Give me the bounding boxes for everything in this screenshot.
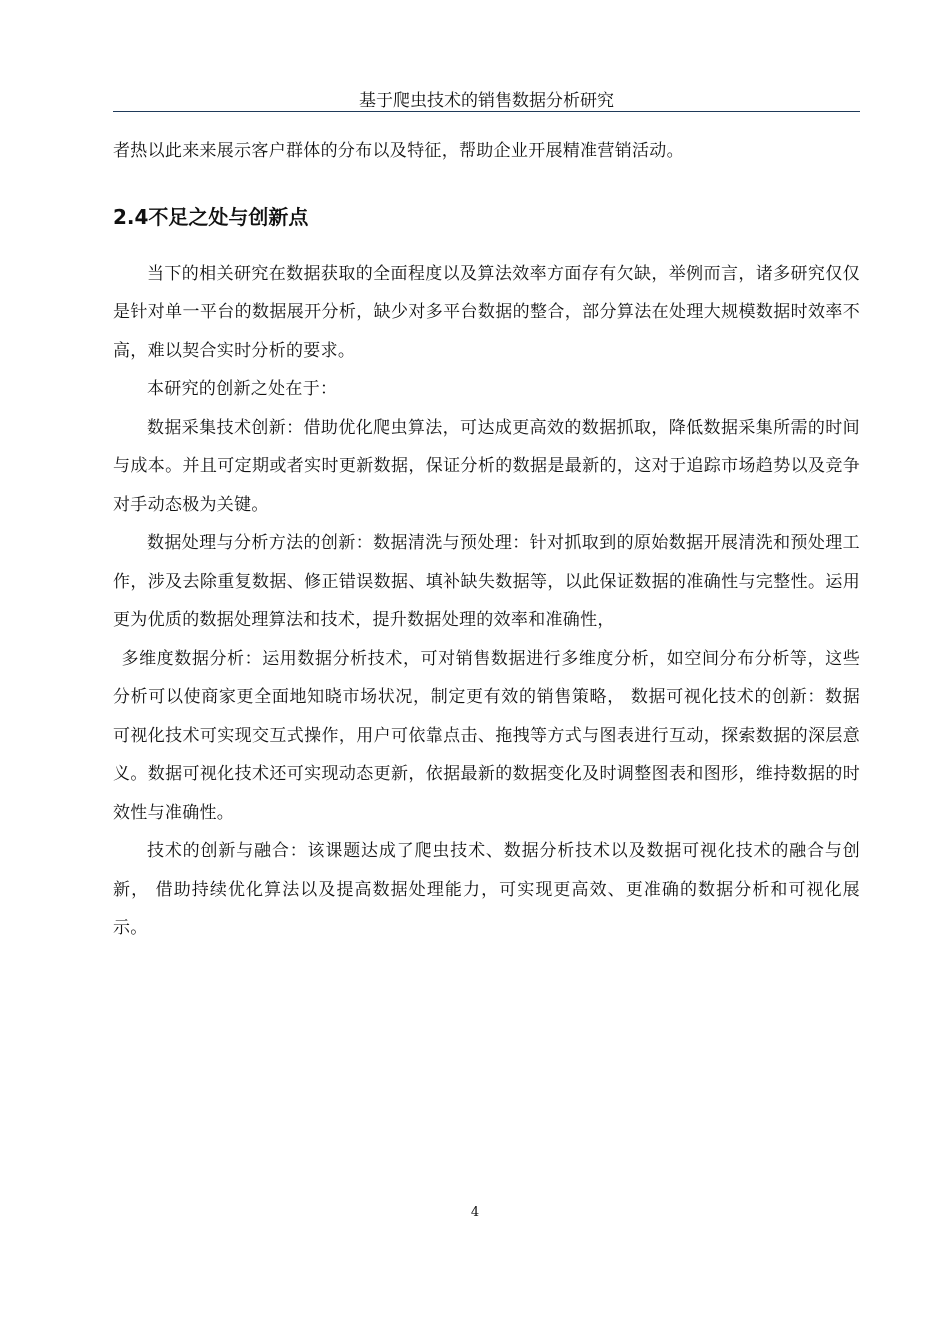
page-number: 4 (470, 1205, 480, 1220)
paragraph-data-collection: 数据采集技术创新：借助优化爬虫算法，可达成更高效的数据抓取，降低数据采集所需的时间与成本。并且可定期或者实时更新数据，保证分析的数据是最新的，这对于追踪市场趋势以及竞争对手动态极为关键。 (113, 417, 860, 515)
paragraph-multidimensional-analysis: 多维度数据分析：运用数据分析技术，可对销售数据进行多维度分析，如空间分布分析等，这些分析可以使商家更全面地知晓市场状况，制定更有效的销售策略， 数据可视化技术的创新：数据可视化技术可实现交互式操作，用户可依靠点击、拖拽等方式与图表进行互动，探索数据的深层意义。数据可视化技术还可实现动态更新，依据最新的数据变化及时调整图表和图形，维持数据的时效性与准确性。 (113, 648, 860, 823)
paragraph-innovations-intro: 本研究的创新之处在于： (147, 379, 338, 399)
continuation-paragraph: 者热以此来来展示客户群体的分布以及特征，帮助企业开展精准营销活动。 (113, 141, 684, 161)
section-heading: 2.4不足之处与创新点 (113, 204, 309, 229)
header-rule (113, 111, 860, 112)
paragraph-tech-fusion: 技术的创新与融合：该课题达成了爬虫技术、数据分析技术以及数据可视化技术的融合与创新， 借助持续优化算法以及提高数据处理能力，可实现更高效、更准确的数据分析和可视化展示。 (113, 841, 860, 938)
page-header-title: 基于爬虫技术的销售数据分析研究 (359, 91, 614, 111)
paragraph-shortcomings: 当下的相关研究在数据获取的全面程度以及算法效率方面存有欠缺，举例而言，诸多研究仅仅是针对单一平台的数据展开分析，缺少对多平台数据的整合，部分算法在处理大规模数据时效率不高，难以契合实时分析的要求。 (113, 263, 860, 361)
page-body (113, 132, 860, 948)
paragraph-data-processing: 数据处理与分析方法的创新：数据清洗与预处理：针对抓取到的原始数据开展清洗和预处理工作，涉及去除重复数据、修正错误数据、填补缺失数据等，以此保证数据的准确性与完整性。运用更为优质的数据处理算法和技术，提升数据处理的效率和准确性， (113, 533, 860, 630)
